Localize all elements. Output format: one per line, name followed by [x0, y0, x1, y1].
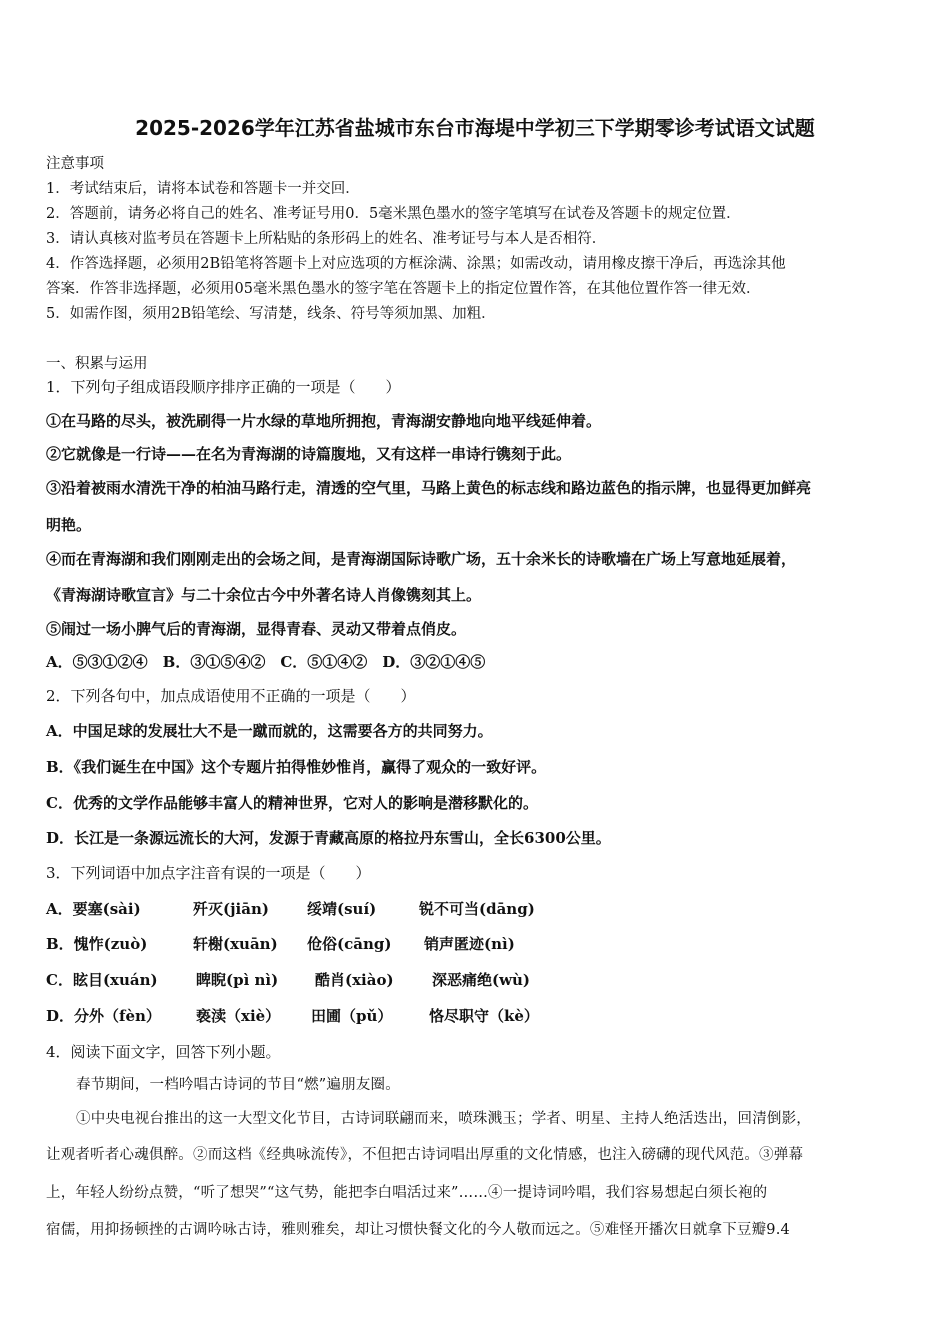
passage-line: 春节期间，一档吟唱古诗词的节目“燃”遍朋友圈。 — [76, 1077, 400, 1093]
question-3-option-label: D．分外（fèn） — [46, 1007, 161, 1025]
question-3-option-label: C．眩目(xuán) — [46, 971, 158, 989]
question-2-option: D．长江是一条源远流长的大河，发源于青藏高原的格拉丹东雪山，全长6300公里。 — [46, 829, 611, 847]
passage-line: ①中央电视台推出的这一大型文化节目，古诗词联翩而来，喷珠溅玉；学者、明星、主持人绝活迭出，回清倒影， — [76, 1111, 811, 1127]
question-3-word: 酷肖(xiào) — [315, 971, 394, 989]
notice-item: 答案．作答非选择题，必须用05毫米黑色墨水的签字笔在答题卡上的指定位置作答，在其他位置作答一律无效． — [46, 281, 761, 297]
question-1-sentence: 明艳。 — [46, 516, 92, 534]
notice-item: 3．请认真核对监考员在答题卡上所粘贴的条形码上的姓名、准考证号与本人是否相符． — [46, 231, 607, 247]
question-1-sentence: ②它就像是一行诗——在名为青海湖的诗篇腹地，又有这样一串诗行镌刻于此。 — [46, 445, 572, 463]
question-1-sentence: ①在马路的尽头，被洗刷得一片水绿的草地所拥抱，青海湖安静地向地平线延伸着。 — [46, 412, 602, 430]
question-1-stem: 1．下列句子组成语段顺序排序正确的一项是（ ） — [46, 378, 401, 396]
question-2-option: B．《我们诞生在中国》这个专题片拍得惟妙惟肖，赢得了观众的一致好评。 — [46, 758, 547, 776]
question-3-word: 深恶痛绝(wù) — [432, 971, 531, 989]
notice-item: 2．答题前，请务必将自己的姓名、准考证号用0．5毫米黑色墨水的签字笔填写在试卷及答题卡的规定位置． — [46, 206, 741, 222]
question-3-word: 田圃（pǔ） — [311, 1007, 393, 1025]
section-heading: 一、积累与运用 — [46, 356, 148, 372]
passage-line: 宿儒，用抑扬顿挫的古调吟咏古诗，雅则雅矣，却让习惯快餐文化的今人敬而远之。⑤难怪开播次日就拿下豆瓣9.4 — [46, 1222, 790, 1238]
question-2-option: C．优秀的文学作品能够丰富人的精神世界，它对人的影响是潜移默化的。 — [46, 794, 538, 812]
question-4-stem: 4．阅读下面文字，回答下列小题。 — [46, 1043, 281, 1061]
question-3-word: 亵渎（xiè） — [196, 1007, 281, 1025]
passage-line: 让观者听者心魂俱醉。②而这档《经典咏流传》，不但把古诗词唱出厚重的文化情感，也注入磅礴的现代风范。③弹幕 — [46, 1147, 804, 1163]
question-3-word: 销声匿迹(nì) — [424, 935, 515, 953]
question-3-stem: 3．下列词语中加点字注音有误的一项是（ ） — [46, 864, 371, 882]
question-2-option: A．中国足球的发展壮大不是一蹴而就的，这需要各方的共同努力。 — [46, 722, 493, 740]
question-3-option-label: A．要塞(sài) — [46, 900, 141, 918]
question-3-word: 绥靖(suí) — [307, 900, 377, 918]
question-3-word: 锐不可当(dāng) — [419, 900, 535, 918]
notice-item: 4．作答选择题，必须用2B铅笔将答题卡上对应选项的方框涂满、涂黑；如需改动，请用橡皮擦干净后，再选涂其他 — [46, 256, 786, 272]
notice-heading: 注意事项 — [46, 156, 104, 172]
question-2-stem: 2．下列各句中，加点成语使用不正确的一项是（ ） — [46, 687, 416, 705]
question-1-sentence: 《青海湖诗歌宣言》与二十余位古今中外著名诗人肖像镌刻其上。 — [46, 586, 482, 604]
notice-item: 5．如需作图，须用2B铅笔绘、写清楚，线条、符号等须加黑、加粗． — [46, 306, 496, 322]
exam-title: 2025-2026学年江苏省盐城市东台市海堤中学初三下学期零诊考试语文试题 — [135, 116, 815, 140]
question-3-word: 轩榭(xuān) — [193, 935, 278, 953]
question-1-sentence: ⑤闹过一场小脾气后的青海湖，显得青春、灵动又带着点俏皮。 — [46, 620, 467, 638]
question-1-options: A．⑤③①②④ B．③①⑤④② C．⑤①④② D．③②①④⑤ — [46, 653, 486, 671]
notice-item: 1．考试结束后，请将本试卷和答题卡一并交回． — [46, 181, 360, 197]
question-3-word: 歼灭(jiān) — [193, 900, 269, 918]
passage-line: 上，年轻人纷纷点赞，“听了想哭”“这气势，能把李白唱活过来”……④一提诗词吟唱，我们容易想起白须长袍的 — [46, 1185, 768, 1201]
question-1-sentence: ④而在青海湖和我们刚刚走出的会场之间，是青海湖国际诗歌广场，五十余米长的诗歌墙在广场上写意地延展着， — [46, 550, 797, 568]
question-1-sentence: ③沿着被雨水清洗干净的柏油马路行走，清透的空气里，马路上黄色的标志线和路边蓝色的指示牌，也显得更加鲜亮 — [46, 479, 812, 497]
question-3-word: 恪尽职守（kè） — [429, 1007, 539, 1025]
question-3-option-label: B．愧怍(zuò) — [46, 935, 148, 953]
question-3-word: 睥睨(pì nì) — [196, 971, 279, 989]
question-3-word: 伧俗(cāng) — [307, 935, 392, 953]
